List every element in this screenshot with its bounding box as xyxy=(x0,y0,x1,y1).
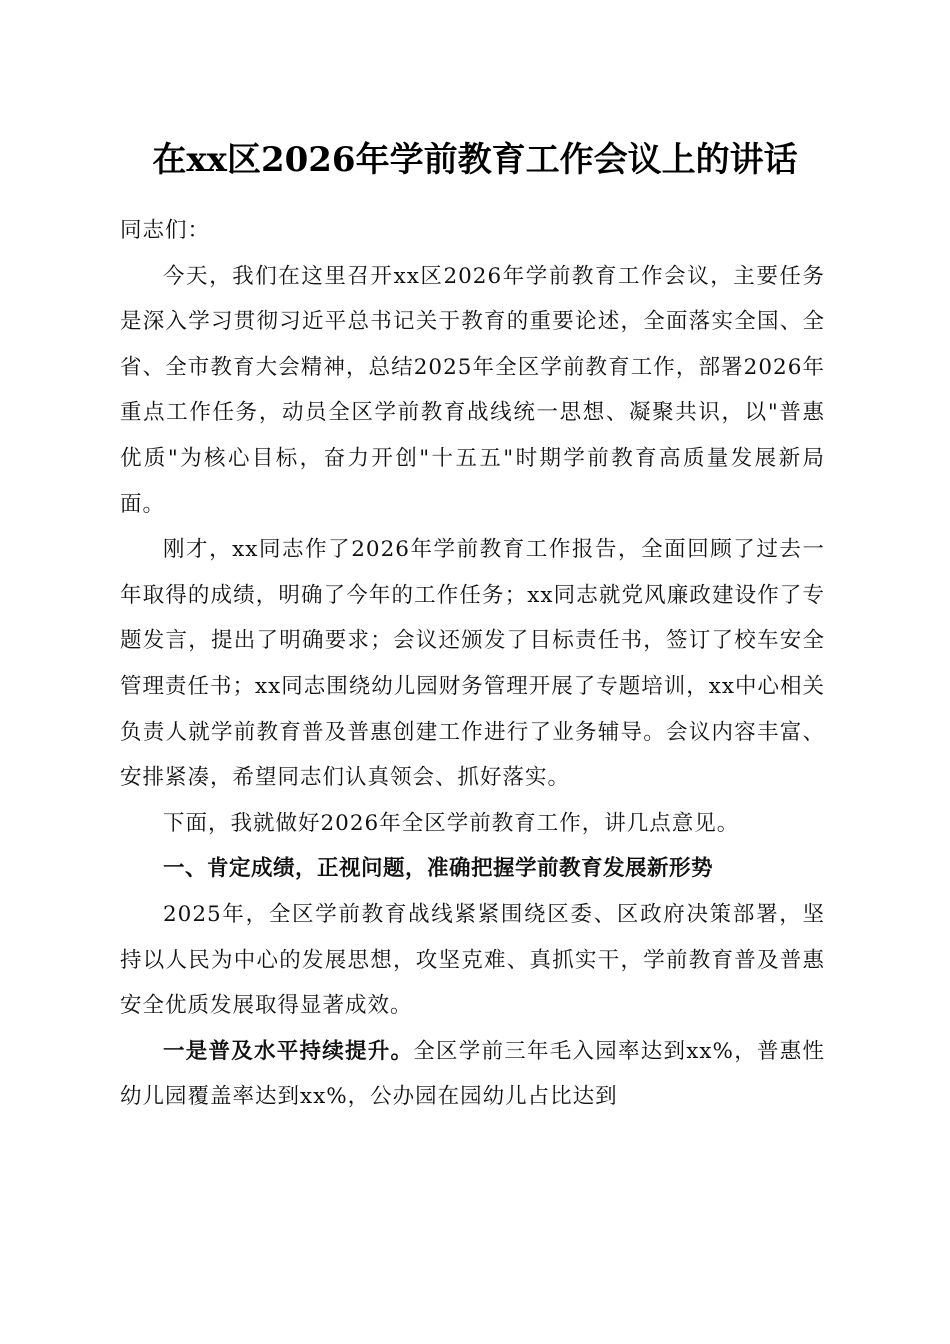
paragraph-point-one xyxy=(120,1029,825,1120)
salutation: 同志们： xyxy=(120,218,211,243)
document-title: 在xx区2026年学前教育工作会议上的讲话 xyxy=(152,140,798,180)
paragraph-transition: 下面，我就做好2026年全区学前教育工作，讲几点意见。 xyxy=(163,810,740,836)
paragraph-section-intro: 2025年，全区学前教育战线紧紧围绕区委、区政府决策部署，坚持以人民为中心的发展思想，攻坚克难、真抓实干，学前教育普及普惠安全优质发展取得显著成效。 xyxy=(120,901,825,1019)
paragraph-opening: 今天，我们在这里召开xx区2026年学前教育工作会议，主要任务是深入学习贯彻习近平总书记关于教育的重要论述，全面落实全国、全省、全市教育大会精神，总结2025年全区学前教育工作，部署2026年重点工作任务，动员全区学前教育战线统一思想、凝聚共识，以"普惠优质"为核心目标，奋力开创"十五五"时期学前教育高质量发展新局面。 xyxy=(120,263,825,517)
document-body xyxy=(120,208,825,1120)
paragraph-review: 刚才，xx同志作了2026年学前教育工作报告，全面回顾了过去一年取得的成绩，明确了今年的工作任务；xx同志就党风廉政建设作了专题发言，提出了明确要求；会议还颁发了目标责任书，签订了校车安全管理责任书；xx同志围绕幼儿园财务管理开展了专题培训，xx中心相关负责人就学前教育普及普惠创建工作进行了业务辅导。会议内容丰富、安排紧凑，希望同志们认真领会、抓好落实。 xyxy=(120,537,826,791)
section-heading: 一、肯定成绩，正视问题，准确把握学前教育发展新形势 xyxy=(163,856,714,882)
point-one-lead: 一是普及水平持续提升。 xyxy=(163,1038,414,1064)
point-one-text: 全区学前三年毛入园率达到xx%，普惠性幼儿园覆盖率达到xx%，公办园在园幼儿占比达到 xyxy=(120,1038,825,1110)
